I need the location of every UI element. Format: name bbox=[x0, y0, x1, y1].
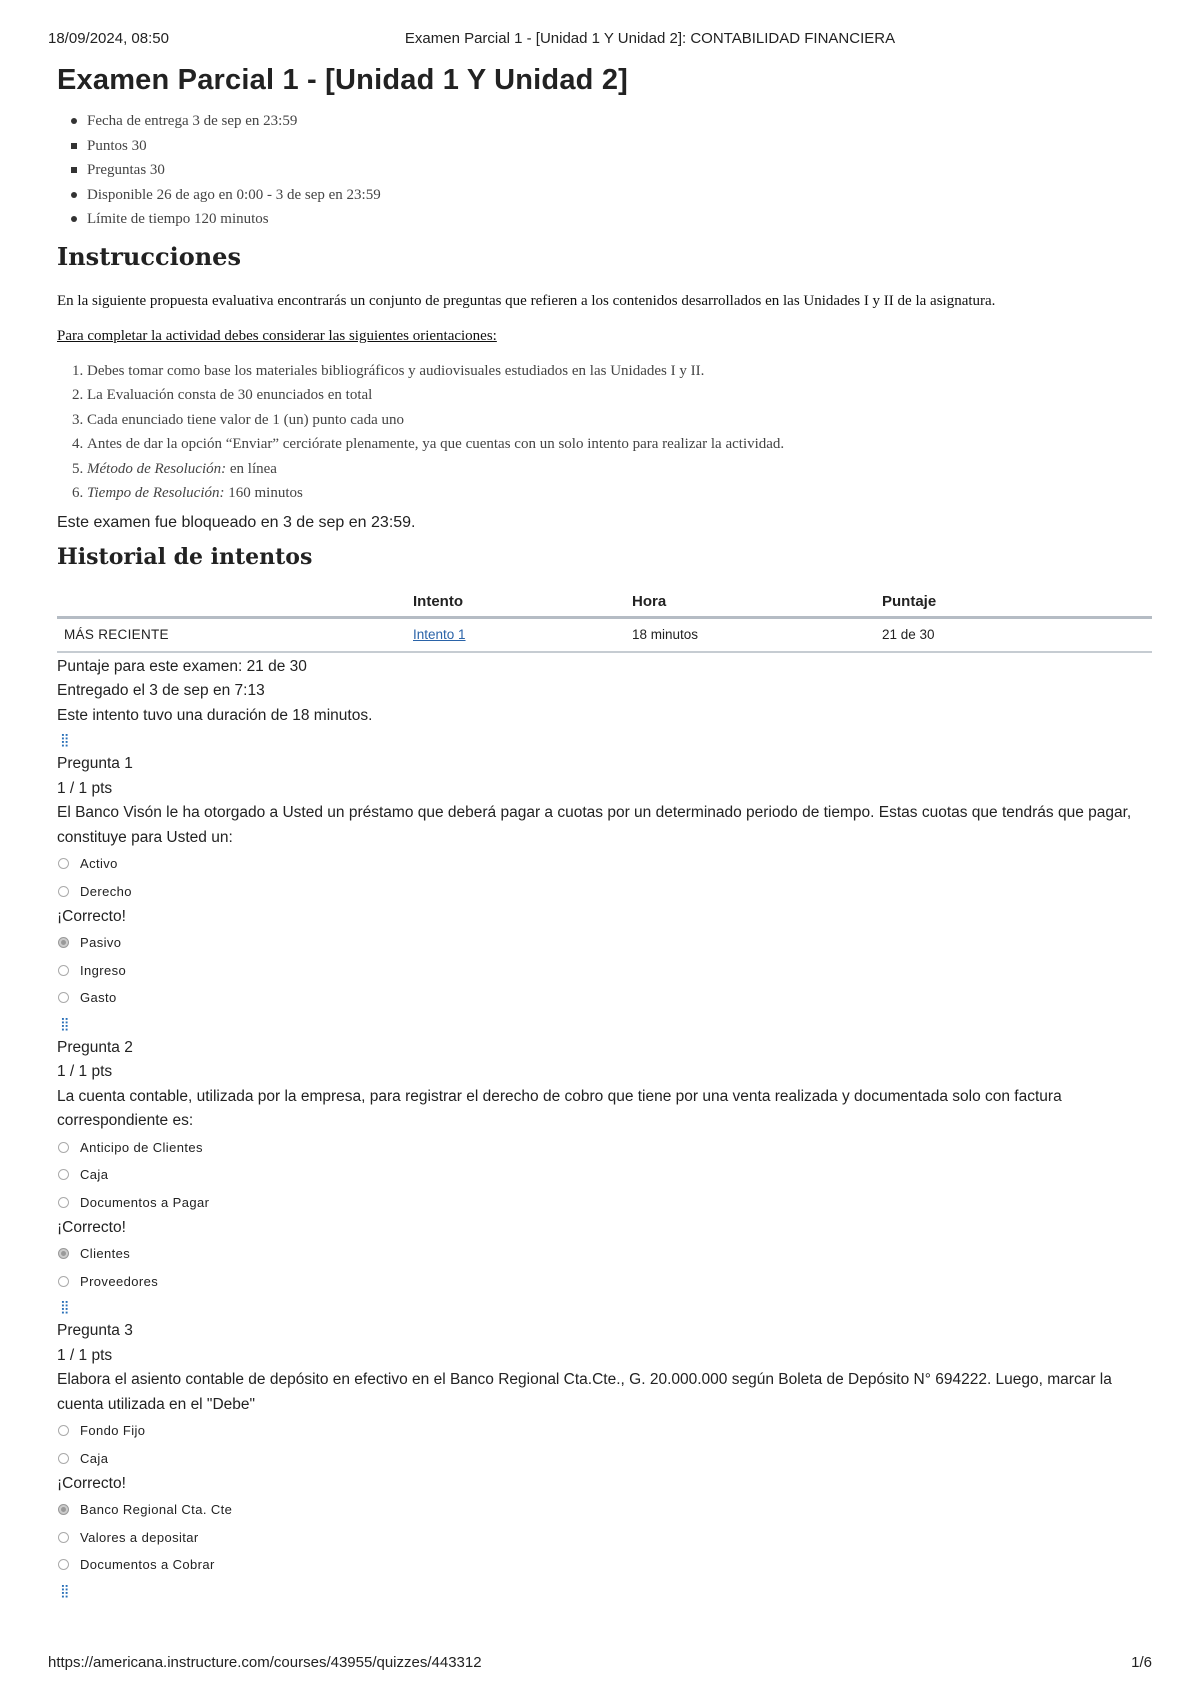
radio-icon[interactable] bbox=[58, 858, 69, 869]
attempt-label: MÁS RECIENTE bbox=[57, 617, 413, 652]
column-header-time: Hora bbox=[632, 588, 882, 618]
summary-duration: Este intento tuvo una duración de 18 minutos. bbox=[57, 706, 373, 724]
locked-notice: Este examen fue bloqueado en 3 de sep en 23:59. bbox=[57, 513, 416, 531]
history-heading: Historial de intentos bbox=[57, 543, 313, 570]
question-points: 1 / 1 pts bbox=[57, 779, 113, 797]
question-text: Elabora el asiento contable de depósito en efectivo en el Banco Regional Cta.Cte., G. 20.000.000 según Boleta de Depósito N° 694222. Luego, marcar la cuenta utilizada en el "Debe" bbox=[57, 1371, 1112, 1413]
question-title: Pregunta 3 bbox=[57, 1322, 133, 1339]
quiz-detail-questions: Preguntas 30 bbox=[87, 158, 1152, 183]
drag-handle-icon[interactable]: ⣿ bbox=[60, 1582, 70, 1598]
answer-option-selected[interactable]: Pasivo bbox=[57, 929, 1152, 957]
question-points: 1 / 1 pts bbox=[57, 1346, 113, 1364]
radio-icon[interactable] bbox=[58, 1425, 69, 1436]
instruction-step: 1. Debes tomar como base los materiales bibliográficos y audiovisuales estudiados en las Unidades I y II. bbox=[87, 359, 1152, 384]
instructions-orientation: Para completar la actividad debes considerar las siguientes orientaciones: bbox=[57, 327, 497, 344]
drag-handle-icon[interactable]: ⣿ bbox=[60, 1299, 70, 1314]
radio-icon[interactable] bbox=[58, 886, 69, 897]
question-block bbox=[57, 1012, 1152, 1296]
answer-option[interactable]: Derecho bbox=[57, 878, 1152, 906]
quiz-detail-points: Puntos 30 bbox=[87, 134, 1152, 159]
attempt-score: 21 de 30 bbox=[882, 617, 1152, 652]
radio-icon[interactable] bbox=[58, 1169, 69, 1180]
correct-label: ¡Correcto! bbox=[57, 1219, 126, 1236]
answer-option[interactable]: Anticipo de Clientes bbox=[57, 1134, 1152, 1162]
quiz-content bbox=[57, 64, 1152, 1603]
drag-handle-icon[interactable]: ⣿ bbox=[60, 732, 70, 747]
summary-score: Puntaje para este examen: 21 de 30 bbox=[57, 657, 307, 675]
answer-option[interactable]: Activo bbox=[57, 850, 1152, 878]
attempt-cell bbox=[413, 617, 632, 652]
radio-selected-icon[interactable] bbox=[58, 1248, 69, 1259]
answer-option[interactable]: Proveedores bbox=[57, 1268, 1152, 1296]
page-number: 1/6 bbox=[1131, 1654, 1152, 1671]
instructions-heading: Instrucciones bbox=[57, 241, 241, 271]
table-header-row bbox=[57, 588, 1152, 618]
question-text: El Banco Visón le ha otorgado a Usted un préstamo que deberá pagar a cuotas por un determinado periodo de tiempo. Estas cuotas que tendrás que pagar, constituye para Usted un: bbox=[57, 804, 1132, 846]
answer-option[interactable]: Caja bbox=[57, 1161, 1152, 1189]
question-title: Pregunta 2 bbox=[57, 1038, 133, 1056]
radio-icon[interactable] bbox=[58, 965, 69, 976]
answer-option[interactable]: Documentos a Pagar bbox=[57, 1189, 1152, 1217]
quiz-detail-due: Fecha de entrega 3 de sep en 23:59 bbox=[87, 109, 1152, 134]
bullet-icon bbox=[71, 216, 77, 222]
answer-option-selected[interactable]: Clientes bbox=[57, 1240, 1152, 1268]
answer-option[interactable]: Ingreso bbox=[57, 957, 1152, 985]
radio-icon[interactable] bbox=[58, 1453, 69, 1464]
answer-option[interactable]: Caja bbox=[57, 1445, 1152, 1473]
bullet-icon bbox=[71, 118, 77, 124]
quiz-detail-time-limit: Límite de tiempo 120 minutos bbox=[87, 207, 1152, 232]
print-url: https://americana.instructure.com/courses/43955/quizzes/443312 bbox=[48, 1654, 482, 1671]
answer-option[interactable]: Gasto bbox=[57, 984, 1152, 1012]
attempts-table bbox=[57, 588, 1152, 653]
answer-option[interactable]: Documentos a Cobrar bbox=[57, 1551, 1152, 1579]
bullet-icon bbox=[71, 167, 77, 173]
quiz-detail-available: Disponible 26 de ago en 0:00 - 3 de sep en 23:59 bbox=[87, 183, 1152, 208]
print-datetime: 18/09/2024, 08:50 bbox=[48, 30, 169, 47]
attempt-time: 18 minutos bbox=[632, 617, 882, 652]
question-points: 1 / 1 pts bbox=[57, 1063, 113, 1080]
radio-selected-icon[interactable] bbox=[58, 1504, 69, 1515]
instruction-step: 3. Cada enunciado tiene valor de 1 (un) punto cada uno bbox=[87, 408, 1152, 433]
instruction-step: 6. Tiempo de Resolución: 160 minutos bbox=[87, 481, 1152, 506]
instructions-intro: En la siguiente propuesta evaluativa encontrarás un conjunto de preguntas que refieren a los contenidos desarrollados en las Unidades I y II de la asignatura. bbox=[57, 292, 996, 309]
page-title: Examen Parcial 1 - [Unidad 1 Y Unidad 2] bbox=[57, 64, 629, 96]
instructions-steps bbox=[57, 359, 1152, 506]
quiz-details bbox=[57, 109, 1152, 232]
column-header-empty bbox=[57, 588, 413, 618]
question-title: Pregunta 1 bbox=[57, 755, 133, 772]
question-block bbox=[57, 1295, 1152, 1603]
radio-icon[interactable] bbox=[58, 1142, 69, 1153]
instruction-step: 4. Antes de dar la opción “Enviar” cerciórate plenamente, ya que cuentas con un solo intento para realizar la actividad. bbox=[87, 432, 1152, 457]
radio-icon[interactable] bbox=[58, 1532, 69, 1543]
summary-submitted: Entregado el 3 de sep en 7:13 bbox=[57, 682, 265, 699]
instruction-step: 5. Método de Resolución: en línea bbox=[87, 457, 1152, 482]
print-document-title: Examen Parcial 1 - [Unidad 1 Y Unidad 2]: CONTABILIDAD FINANCIERA bbox=[404, 30, 896, 47]
table-row bbox=[57, 617, 1152, 652]
radio-icon[interactable] bbox=[58, 992, 69, 1003]
answer-option[interactable]: Fondo Fijo bbox=[57, 1417, 1152, 1445]
column-header-score: Puntaje bbox=[882, 588, 1152, 618]
instruction-step: 2. La Evaluación consta de 30 enunciados en total bbox=[87, 383, 1152, 408]
correct-label: ¡Correcto! bbox=[57, 1475, 126, 1492]
bullet-icon bbox=[71, 143, 77, 149]
question-block bbox=[57, 728, 1152, 1012]
radio-icon[interactable] bbox=[58, 1197, 69, 1208]
radio-selected-icon[interactable] bbox=[58, 937, 69, 948]
answer-option-selected[interactable]: Banco Regional Cta. Cte bbox=[57, 1496, 1152, 1524]
drag-handle-icon[interactable]: ⣿ bbox=[60, 1015, 70, 1031]
radio-icon[interactable] bbox=[58, 1559, 69, 1570]
answer-option[interactable]: Valores a depositar bbox=[57, 1524, 1152, 1552]
attempt-link[interactable]: Intento 1 bbox=[413, 627, 466, 642]
radio-icon[interactable] bbox=[58, 1276, 69, 1287]
column-header-attempt: Intento bbox=[413, 588, 632, 618]
question-text: La cuenta contable, utilizada por la empresa, para registrar el derecho de cobro que tiene por una venta realizada y documentada solo con factura correspondiente es: bbox=[57, 1087, 1062, 1129]
print-header bbox=[48, 30, 1152, 52]
instruction-step-label: Método de Resolución: bbox=[87, 460, 227, 477]
instruction-step-label: Tiempo de Resolución: bbox=[87, 485, 225, 501]
bullet-icon bbox=[71, 192, 77, 198]
correct-label: ¡Correcto! bbox=[57, 908, 126, 925]
